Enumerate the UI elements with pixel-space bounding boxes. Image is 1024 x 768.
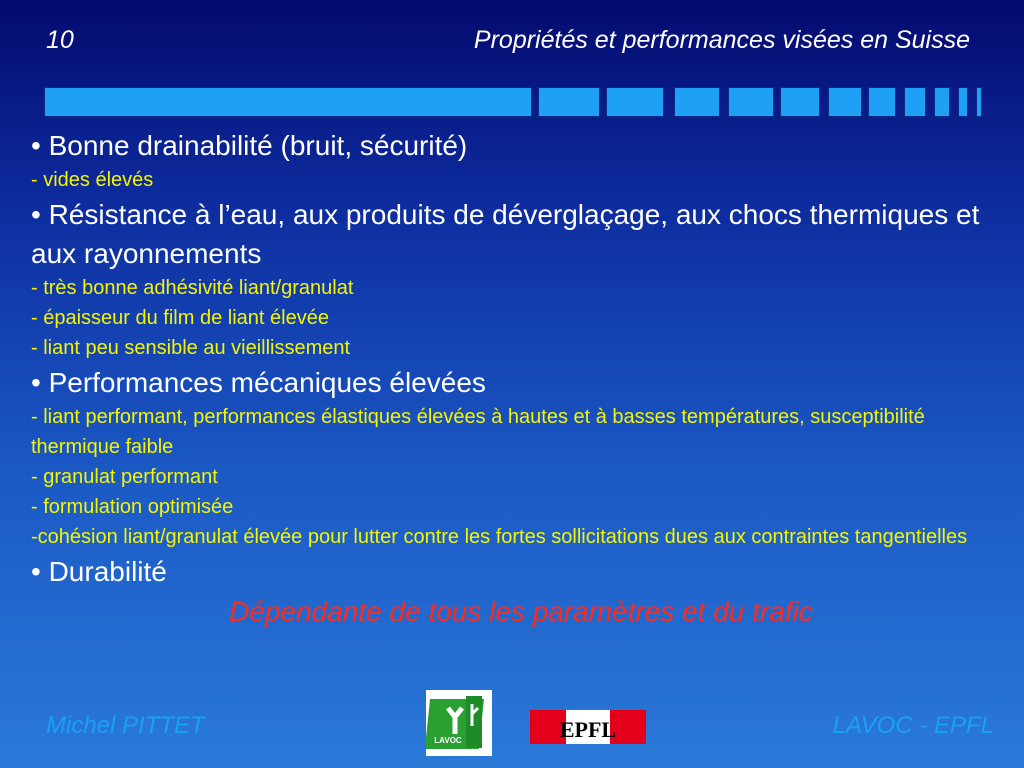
sub-line: - formulation optimisée xyxy=(31,496,234,518)
decorative-bar-strip xyxy=(44,87,984,117)
epfl-logo xyxy=(530,710,646,744)
sub-line: - très bonne adhésivité liant/granulat xyxy=(31,277,354,299)
bar-segment xyxy=(674,87,720,117)
bar-segment xyxy=(904,87,926,117)
sub-line: - épaisseur du film de liant élevée xyxy=(31,307,329,329)
bar-segment xyxy=(780,87,820,117)
bar-segment xyxy=(958,87,968,117)
footer-org: LAVOC - EPFL xyxy=(832,712,994,739)
slide-number: 10 xyxy=(46,26,74,54)
svg-text:LAVOC: LAVOC xyxy=(434,736,462,745)
bullet-line: • Résistance à l’eau, aux produits de déverglaçage, aux chocs thermiques et aux rayonnements xyxy=(31,199,980,269)
sub-line: - liant peu sensible au vieillissement xyxy=(31,337,351,359)
bar-segment xyxy=(44,87,532,117)
sub-line: - granulat performant xyxy=(31,466,218,488)
lavoc-logo xyxy=(426,690,492,756)
bullet-line: • Durabilité xyxy=(31,556,167,587)
bar-segment xyxy=(606,87,664,117)
emphasis-line: Dépendante de tous les paramètres et du trafic xyxy=(229,596,813,627)
svg-text:EPFL: EPFL xyxy=(559,717,617,742)
bullet-line: • Performances mécaniques élevées xyxy=(31,367,486,398)
bar-segment xyxy=(728,87,774,117)
bar-segment xyxy=(868,87,896,117)
footer-author: Michel PITTET xyxy=(46,712,205,739)
bullet-line: • Bonne drainabilité (bruit, sécurité) xyxy=(31,130,468,161)
sub-line: - liant performant, performances élastiques élevées à hautes et à basses températures, susceptibilité thermique faible xyxy=(31,406,925,458)
sub-line: - vides élevés xyxy=(31,169,154,191)
bar-segment xyxy=(828,87,862,117)
bar-segment xyxy=(976,87,982,117)
slide-title: Propriétés et performances visées en Suisse xyxy=(473,26,970,54)
bar-segment xyxy=(538,87,600,117)
slide-content xyxy=(31,126,991,633)
bar-segment xyxy=(934,87,950,117)
sub-line: -cohésion liant/granulat élevée pour lutter contre les fortes sollicitations dues aux contraintes tangentielles xyxy=(31,526,968,548)
